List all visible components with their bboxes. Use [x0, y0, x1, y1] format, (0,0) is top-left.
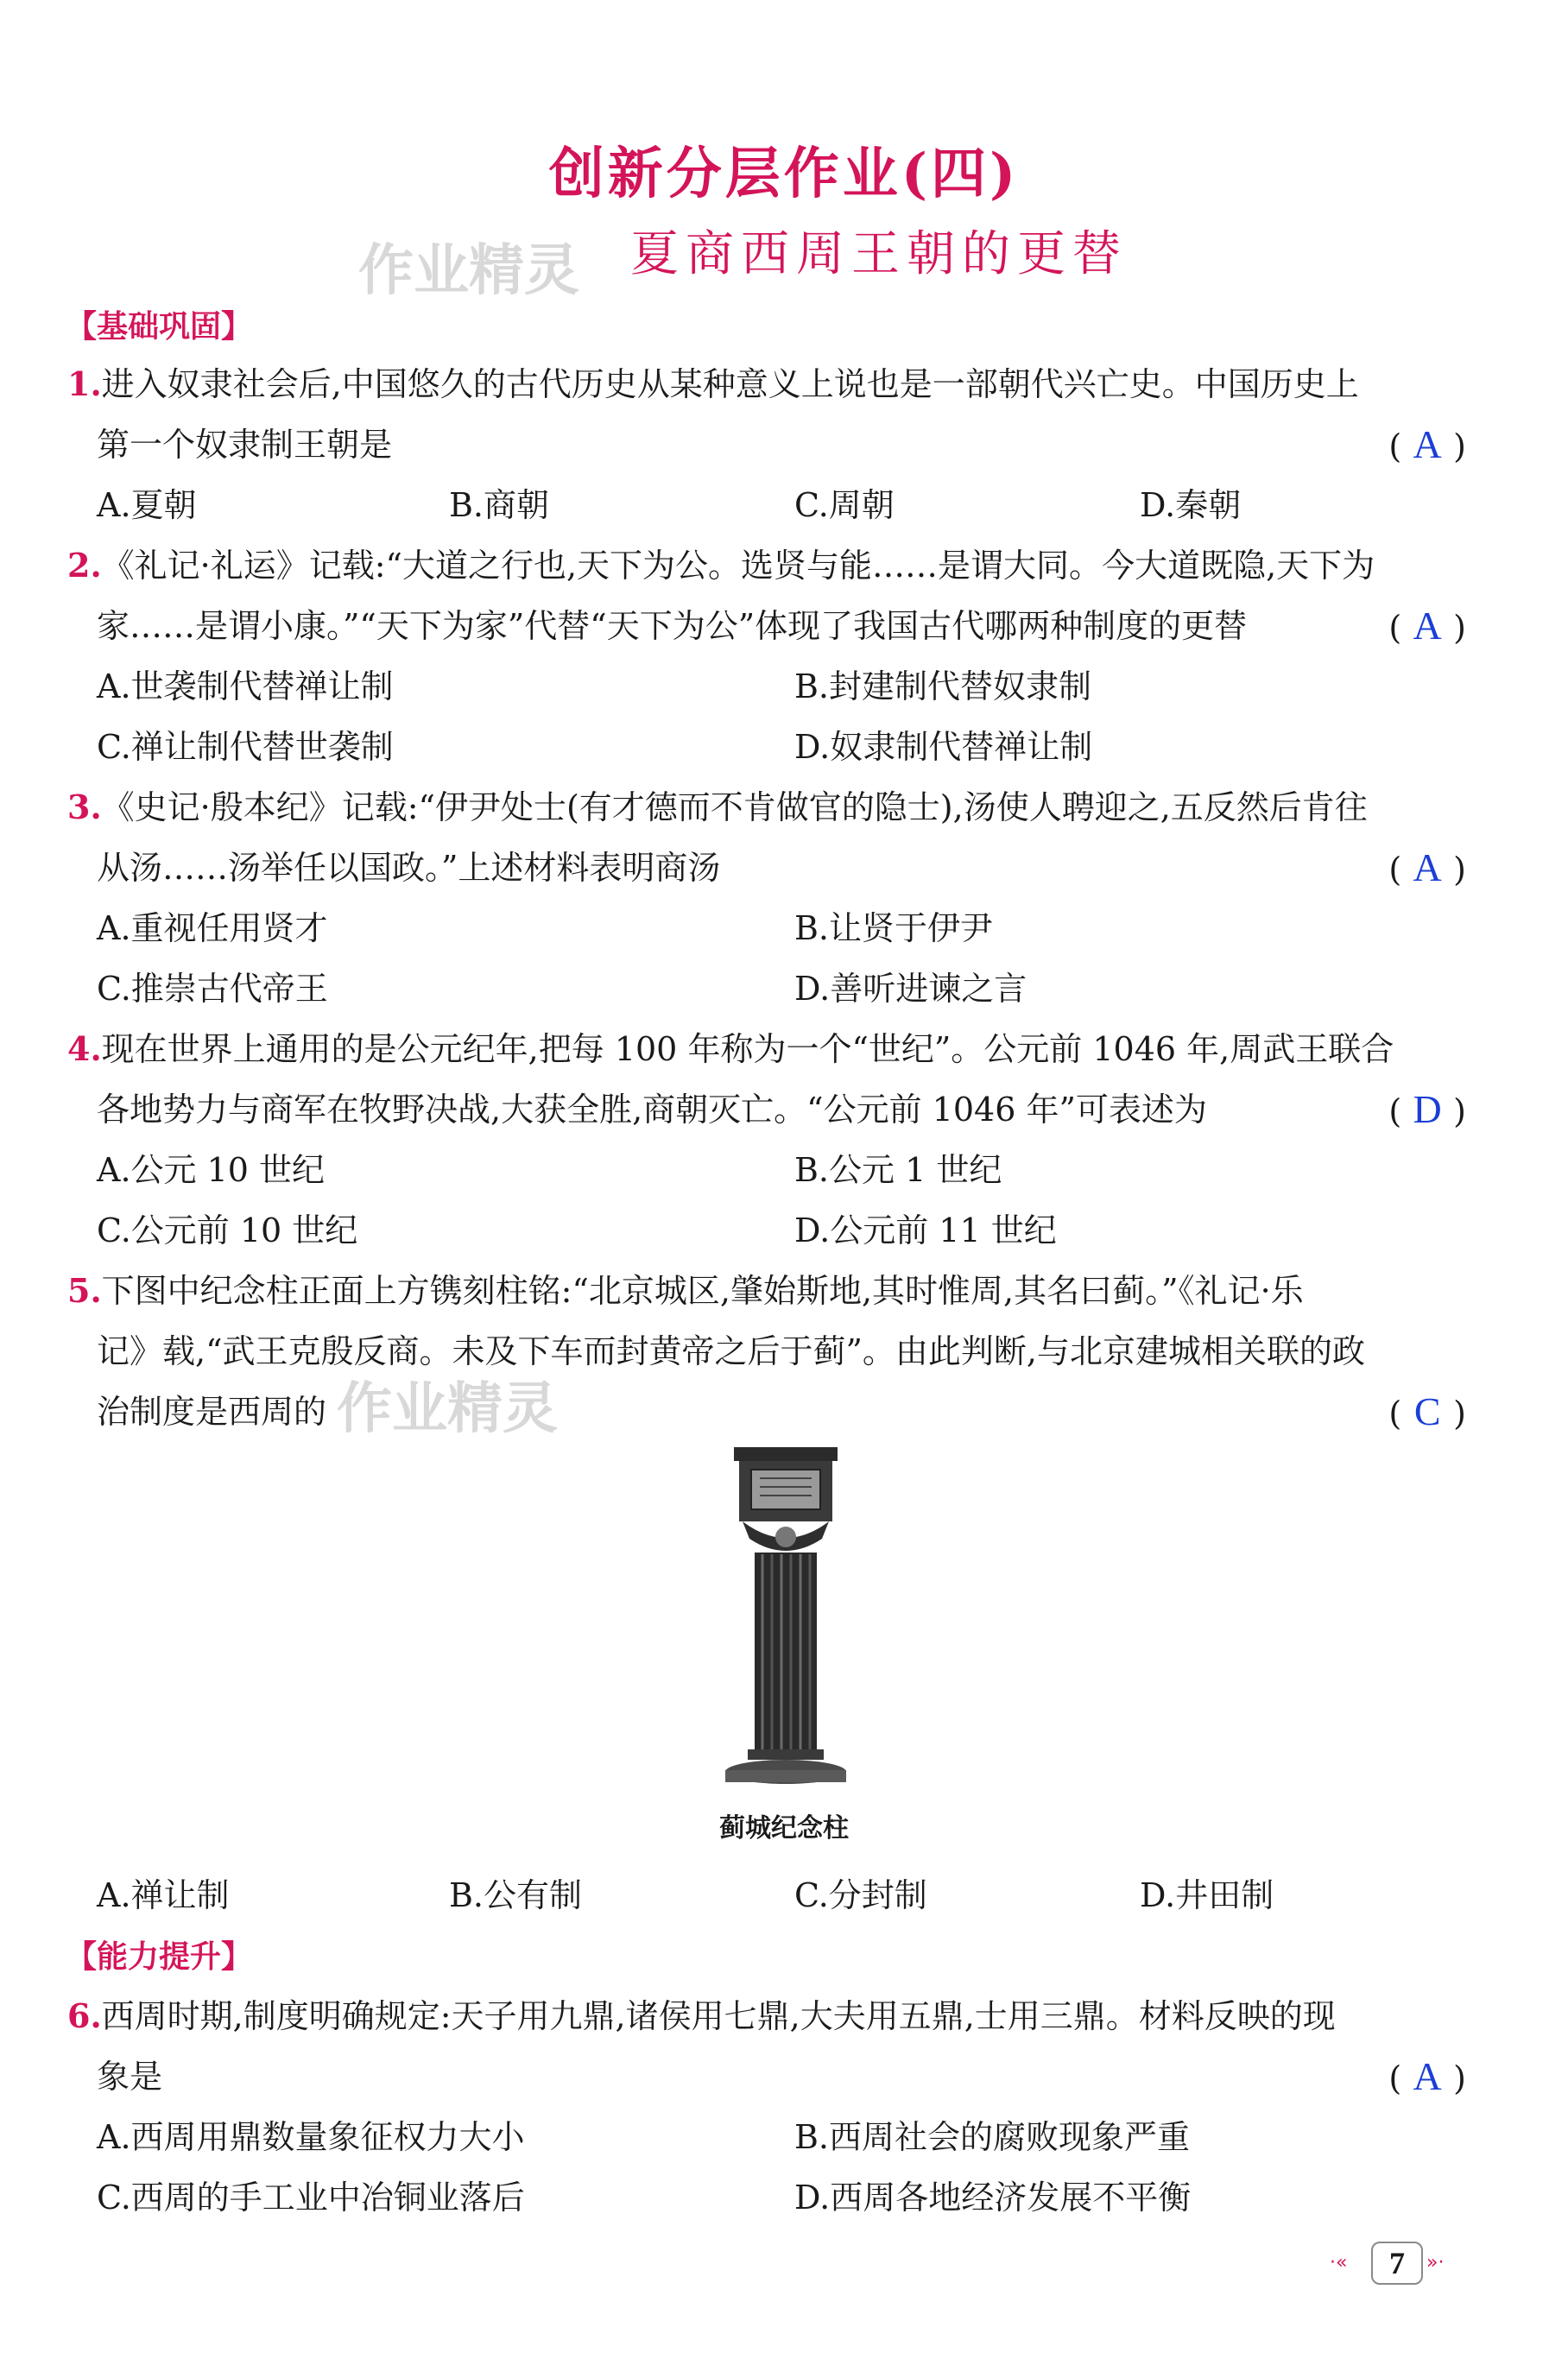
question-1-line-2: 第一个奴隶制王朝是 — [97, 426, 393, 464]
question-5-answer: ( C ) — [1388, 1382, 1466, 1444]
section-basic-heading: 【基础巩固】 — [66, 308, 253, 345]
question-4-option-d: D.公元前 11 世纪 — [794, 1211, 1057, 1249]
question-number: 3. — [67, 787, 102, 826]
right-arrow-ornament-icon: »· — [1426, 2252, 1445, 2274]
question-2-option-c: C.禅让制代替世袭制 — [97, 728, 394, 766]
page-title: 创新分层作业(四) — [548, 142, 1020, 206]
question-4-answer: ( D ) — [1388, 1079, 1466, 1142]
answer-letter: A — [1413, 845, 1442, 889]
question-2-option-b: B.封建制代替奴隶制 — [794, 667, 1092, 705]
question-5-option-c: C.分封制 — [794, 1876, 927, 1914]
watermark: 作业精灵 — [358, 239, 579, 303]
question-4-option-b: B.公元 1 世纪 — [794, 1151, 1002, 1189]
question-1-option-b: B.商朝 — [449, 486, 550, 524]
question-6-option-d: D.西周各地经济发展不平衡 — [794, 2179, 1192, 2217]
answer-letter: C — [1413, 1389, 1441, 1433]
question-6-option-b: B.西周社会的腐败现象严重 — [794, 2118, 1191, 2156]
question-6-answer: ( A ) — [1388, 2046, 1466, 2109]
question-1-option-a: A.夏朝 — [97, 486, 197, 524]
question-3-option-d: D.善听进谏之言 — [794, 970, 1027, 1008]
question-6-line-1: 6.西周时期,制度明确规定:天子用九鼎,诸侯用七鼎,大夫用五鼎,士用三鼎。材料反映的现 — [67, 1996, 1336, 2035]
question-3-answer: ( A ) — [1388, 838, 1466, 900]
question-5-line-2: 记》载,“武王克殷反商。未及下车而封黄帝之后于蓟”。由此判断,与北京建城相关联的政 — [97, 1332, 1366, 1370]
question-2-line-2: 家……是谓小康。”“天下为家”代替“天下为公”体现了我国古代哪两种制度的更替 — [97, 607, 1248, 645]
question-5-line-3: 治制度是西周的 — [97, 1393, 327, 1431]
watermark: 作业精灵 — [337, 1377, 558, 1441]
question-2-option-a: A.世袭制代替禅让制 — [97, 667, 394, 705]
question-number: 2. — [67, 546, 102, 585]
question-3-option-a: A.重视任用贤才 — [97, 909, 328, 947]
answer-letter: A — [1413, 422, 1442, 466]
question-number: 1. — [67, 364, 102, 403]
memorial-column-image — [708, 1442, 863, 1796]
question-5-line-1: 5.下图中纪念柱正面上方镌刻柱铭:“北京城区,肇始斯地,其时惟周,其名曰蓟。”《礼记·乐 — [67, 1271, 1304, 1310]
image-caption: 蓟城纪念柱 — [719, 1813, 849, 1844]
question-3-line-1: 3.《史记·殷本纪》记载:“伊尹处士(有才德而不肯做官的隐士),汤使人聘迎之,五反然后肯往 — [67, 787, 1368, 826]
question-1-line-1: 1.进入奴隶社会后,中国悠久的古代历史从某种意义上说也是一部朝代兴亡史。中国历史上 — [67, 364, 1359, 403]
question-1-answer: ( A ) — [1388, 414, 1466, 477]
question-5-option-b: B.公有制 — [449, 1876, 583, 1914]
question-2-option-d: D.奴隶制代替禅让制 — [794, 728, 1093, 766]
question-6-line-2: 象是 — [97, 2058, 163, 2096]
answer-letter: D — [1413, 1087, 1442, 1131]
question-5-option-a: A.禅让制 — [97, 1876, 230, 1914]
question-4-line-1: 4.现在世界上通用的是公元纪年,把每 100 年称为一个“世纪”。公元前 1046 年,周武王联合 — [67, 1029, 1394, 1068]
question-3-option-c: C.推崇古代帝王 — [97, 970, 328, 1008]
question-1-option-d: D.秦朝 — [1140, 486, 1242, 524]
question-5-option-d: D.井田制 — [1140, 1876, 1274, 1914]
question-4-option-a: A.公元 10 世纪 — [97, 1151, 326, 1189]
question-3-option-b: B.让贤于伊尹 — [794, 909, 994, 947]
question-number: 4. — [67, 1029, 102, 1068]
question-number: 5. — [67, 1271, 102, 1310]
question-2-answer: ( A ) — [1388, 596, 1466, 658]
question-4-option-c: C.公元前 10 世纪 — [97, 1211, 358, 1249]
question-number: 6. — [67, 1996, 102, 2035]
question-2-line-1: 2.《礼记·礼运》记载:“大道之行也,天下为公。选贤与能……是谓大同。今大道既隐,天下为 — [67, 546, 1375, 585]
question-6-option-a: A.西周用鼎数量象征权力大小 — [97, 2118, 525, 2156]
page-number-badge — [1330, 2240, 1468, 2288]
question-3-line-2: 从汤……汤举任以国政。”上述材料表明商汤 — [97, 849, 721, 887]
page-number: 7 — [1371, 2242, 1423, 2285]
question-6-option-c: C.西周的手工业中冶铜业落后 — [97, 2179, 525, 2217]
left-arrow-ornament-icon: ·« — [1330, 2252, 1348, 2274]
page-subtitle: 夏商西周王朝的更替 — [630, 226, 1128, 282]
question-4-line-2: 各地势力与商军在牧野决战,大获全胜,商朝灭亡。“公元前 1046 年”可表述为 — [97, 1091, 1207, 1129]
answer-letter: A — [1413, 2054, 1442, 2098]
question-1-option-c: C.周朝 — [794, 486, 895, 524]
section-advanced-heading: 【能力提升】 — [66, 1938, 253, 1975]
answer-letter: A — [1413, 604, 1442, 648]
